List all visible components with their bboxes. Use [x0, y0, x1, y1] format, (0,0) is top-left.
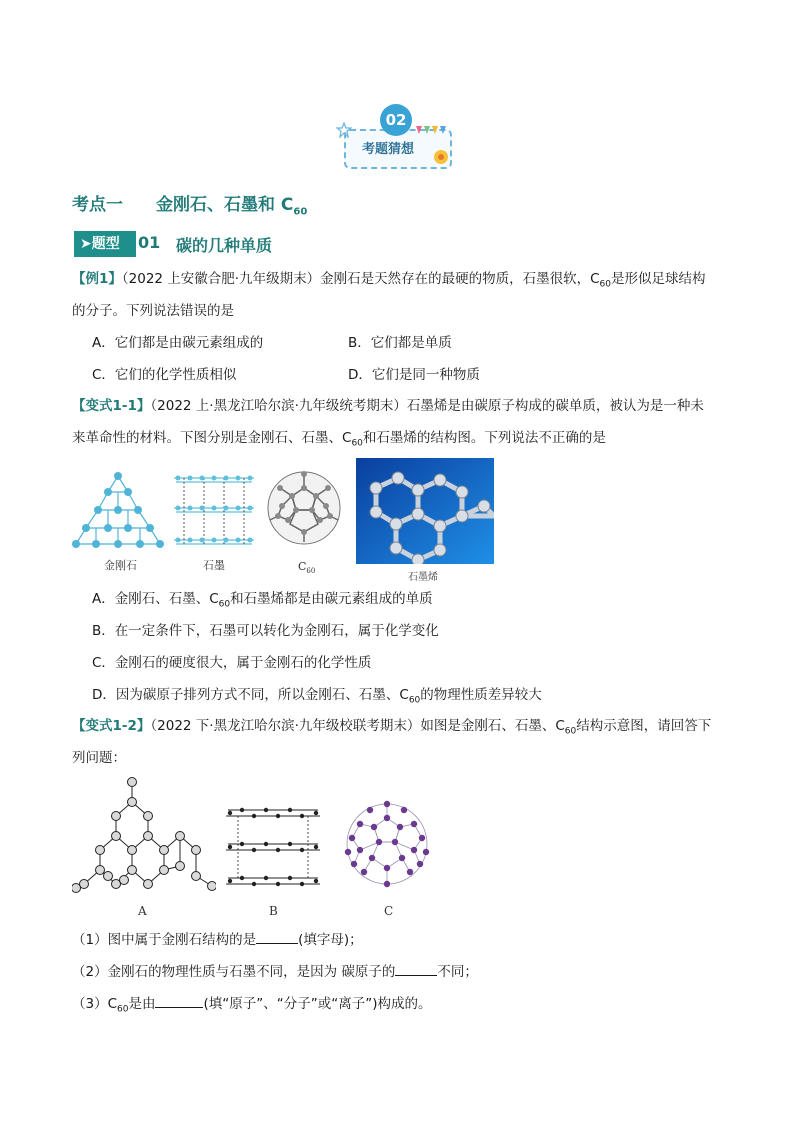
q2-option-b: B．在一定条件下，石墨可以转化为金刚石，属于化学变化: [92, 623, 439, 639]
bunting-icon: [416, 126, 446, 138]
q1-option-d: D．它们是同一种物质: [348, 367, 480, 383]
c60-structure-figure: [264, 468, 344, 548]
figure-b-graphite: [222, 800, 324, 896]
caption-b: B: [269, 904, 278, 918]
graphene-structure-figure: [356, 458, 494, 564]
q3-line2: 列问题：: [72, 750, 126, 766]
q1-option-a: A．它们都是由碳元素组成的: [92, 335, 264, 351]
type-title: 碳的几种单质: [176, 236, 273, 255]
answer-blank-3[interactable]: [155, 993, 203, 1008]
q3-line1: 【变式1-2】（2022 下·黑龙江哈尔滨·九年级校联考期末）如图是金刚石、石墨、$C_{60}$结构示意图，请回答下: [72, 718, 712, 737]
q2-option-a: A．金刚石、石墨、$C_{60}$和石墨烯都是由碳元素组成的单质: [92, 591, 433, 610]
caption-c: C: [384, 904, 394, 918]
answer-blank-1[interactable]: [256, 929, 298, 944]
badge-number: 02: [380, 104, 412, 136]
graphite-structure-figure: [172, 468, 256, 552]
q2-option-c: C．金刚石的硬度很大，属于金刚石的化学性质: [92, 655, 372, 671]
q1-line1: 【例1】（2022 上安徽合肥·九年级期末）金刚石是天然存在的最硬的物质，石墨很软，$C_{60}$是形似足球结构: [72, 271, 706, 290]
star-icon: [336, 122, 352, 138]
caption-c60: $C_{60}$: [298, 560, 316, 576]
type-number: 01: [138, 233, 161, 252]
q3-sub3: $(3)C_{60}$是由 (填“原子”、“分子”或“离子”)构成的。: [72, 993, 431, 1020]
q1-option-b: B．它们都是单质: [348, 335, 452, 351]
q1-option-c: C．它们的化学性质相似: [92, 367, 237, 383]
q2-line1: 【变式1-1】（2022 上·黑龙江哈尔滨·九年级统考期末）石墨烯是由碳原子构成的碳单质，被认为是一种未: [72, 398, 704, 414]
badge-label: 考题猜想: [362, 142, 415, 157]
q1-line2: 的分子。下列说法错误的是: [72, 303, 234, 319]
caption-graphite: 石墨: [203, 559, 225, 572]
type-tag: ➤题型: [74, 231, 136, 257]
section-topic: 金刚石、石墨和 $C_{60}$: [156, 195, 308, 218]
diamond-structure-figure: [72, 470, 164, 552]
q2-line2: 来革命性的材料。下图分别是金刚石、石墨、$C_{60}$和石墨烯的结构图。下列说法不正确的是: [72, 430, 606, 449]
figure-c-c60: [340, 796, 434, 892]
q2-option-d: D．因为碳原子排列方式不同，所以金刚石、石墨、$C_{60}$的物理性质差异较大: [92, 687, 542, 706]
section-title: 考点一: [72, 195, 123, 215]
caption-a: A: [138, 904, 147, 918]
q3-sub2: （2）金刚石的物理性质与石墨不同，是因为 碳原子的 不同；: [72, 961, 478, 982]
flower-icon: [432, 148, 450, 166]
figure-a-diamond: [72, 776, 216, 898]
q3-sub1: （1）图中属于金刚石结构的是 (填字母)；: [72, 929, 363, 950]
caption-graphene: 石墨烯: [408, 572, 438, 583]
answer-blank-2[interactable]: [395, 961, 437, 976]
caption-diamond: 金刚石: [104, 559, 137, 572]
